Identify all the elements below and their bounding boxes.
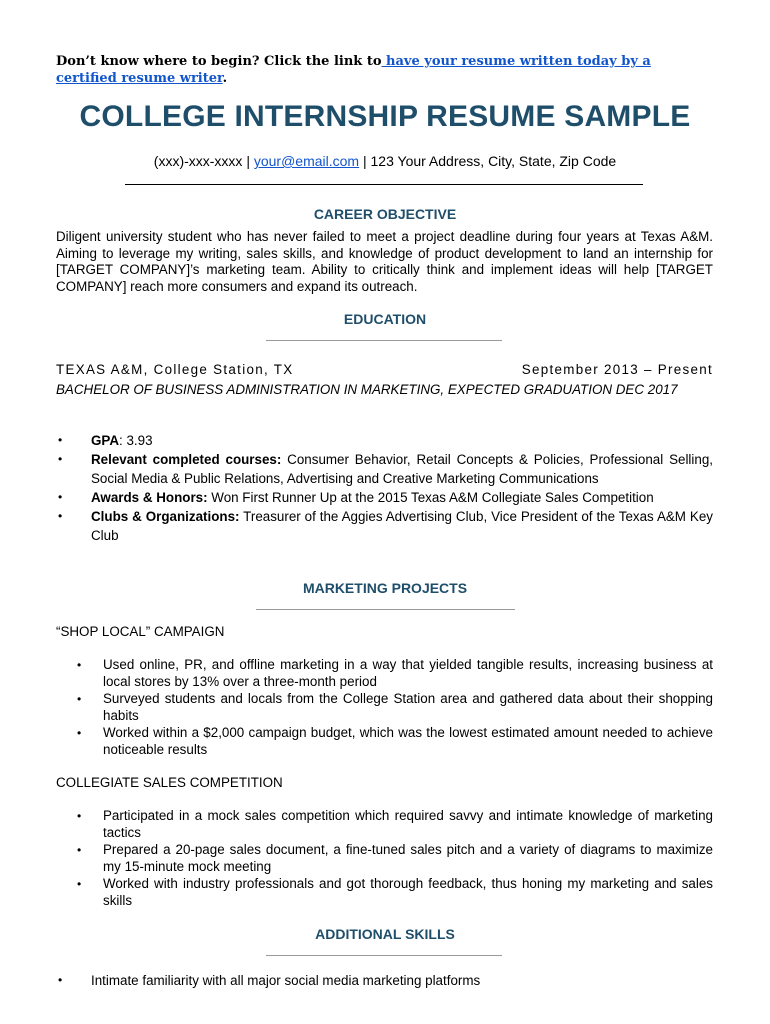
item-label: GPA bbox=[91, 433, 120, 448]
bullet-icon: • bbox=[58, 509, 63, 523]
bullet-text: Used online, PR, and offline marketing in a way that yielded tangible results, increasing business at local stores by 13% over a three-month period bbox=[103, 657, 713, 689]
education-school: TEXAS A&M, College Station, TX bbox=[56, 362, 294, 377]
resume-writer-link[interactable]: have your resume written today by a certified resume writer bbox=[56, 54, 651, 86]
list-item bbox=[58, 507, 713, 545]
career-objective-heading: CAREER OBJECTIVE bbox=[313, 206, 457, 222]
skill-text: Intimate familiarity with all major social media marketing platforms bbox=[91, 973, 481, 988]
bullet-icon: • bbox=[77, 809, 82, 823]
education-school-line bbox=[56, 362, 713, 377]
bullet-icon: • bbox=[58, 433, 63, 447]
contact-line bbox=[0, 153, 770, 169]
item-text: Consumer Behavior, Retail Concepts & Policies, Professional Selling, Social Media & Public Relations, Advertising and Creative Marketing Communications bbox=[91, 452, 713, 486]
projects-divider bbox=[256, 609, 515, 610]
career-objective-text: Diligent university student who has never failed to meet a project deadline during four years at Texas A&M. Aiming to leverage my writing, sales skills, and knowledge of product development to land an internship for [TARGET COMPANY]’s marketing team. Ability to critically think and implement ideas will help [TARGET COMPANY] reach more consumers and expand its outreach. bbox=[56, 229, 713, 294]
bullet-icon: • bbox=[77, 658, 82, 672]
bullet-text: Surveyed students and locals from the College Station area and gathered data about their shopping habits bbox=[103, 691, 713, 723]
education-heading: EDUCATION bbox=[343, 311, 427, 327]
list-item bbox=[58, 488, 713, 507]
education-degree: BACHELOR OF BUSINESS ADMINISTRATION IN MARKETING, EXPECTED GRADUATION DEC 2017 bbox=[56, 382, 678, 397]
bullet-text: Participated in a mock sales competition which required savvy and intimate knowledge of marketing tactics bbox=[103, 808, 713, 840]
education-divider bbox=[266, 340, 502, 341]
contact-address: | 123 Your Address, City, State, Zip Code bbox=[359, 153, 617, 169]
list-item bbox=[77, 876, 713, 909]
bullet-icon: • bbox=[77, 692, 82, 706]
additional-skills-heading: ADDITIONAL SKILLS bbox=[315, 926, 455, 942]
list-item bbox=[77, 725, 713, 758]
skills-list bbox=[58, 971, 713, 990]
resume-title: COLLEGE INTERNSHIP RESUME SAMPLE bbox=[79, 100, 691, 133]
list-item bbox=[77, 808, 713, 841]
item-text: Won First Runner Up at the 2015 Texas A&M Collegiate Sales Competition bbox=[207, 490, 654, 505]
bullet-text: Worked within a $2,000 campaign budget, which was the lowest estimated amount needed to achieve noticeable results bbox=[103, 725, 713, 757]
item-text: Treasurer of the Aggies Advertising Club, Vice President of the Texas A&M Key Club bbox=[91, 509, 713, 543]
item-label: Relevant completed courses: bbox=[91, 452, 282, 467]
bullet-icon: • bbox=[58, 490, 63, 504]
education-dates: September 2013 – Present bbox=[521, 362, 713, 377]
list-item bbox=[77, 657, 713, 690]
marketing-projects-heading: MARKETING PROJECTS bbox=[302, 580, 468, 596]
list-item bbox=[58, 450, 713, 488]
contact-phone: (xxx)-xxx-xxxx | bbox=[153, 153, 254, 169]
project-title: COLLEGIATE SALES COMPETITION bbox=[56, 775, 283, 790]
bullet-text: Prepared a 20-page sales document, a fine-tuned sales pitch and a variety of diagrams to maximize my 15-minute mock meeting bbox=[103, 842, 713, 874]
bullet-icon: • bbox=[58, 973, 63, 987]
item-label: Clubs & Organizations: bbox=[91, 509, 240, 524]
list-item bbox=[77, 842, 713, 875]
project-bullets bbox=[77, 808, 713, 910]
promo-text: Don’t know where to begin? Click the link to bbox=[56, 54, 382, 69]
list-item bbox=[58, 431, 713, 450]
skills-divider bbox=[266, 955, 502, 956]
project-title: “SHOP LOCAL” CAMPAIGN bbox=[56, 624, 225, 639]
item-label: Awards & Honors: bbox=[91, 490, 208, 505]
contact-email-link[interactable]: your@email.com bbox=[253, 153, 360, 169]
bullet-icon: • bbox=[77, 877, 82, 891]
list-item bbox=[58, 971, 713, 990]
bullet-icon: • bbox=[58, 452, 63, 466]
list-item bbox=[77, 691, 713, 724]
project-bullets bbox=[77, 657, 713, 759]
item-text: : 3.93 bbox=[119, 433, 153, 448]
bullet-icon: • bbox=[77, 726, 82, 740]
education-list bbox=[58, 431, 713, 545]
bullet-text: Worked with industry professionals and got thorough feedback, thus honing my marketing and sales skills bbox=[103, 876, 713, 908]
header-divider bbox=[125, 184, 643, 185]
promo-end: . bbox=[222, 71, 228, 86]
promo-banner bbox=[56, 53, 716, 87]
bullet-icon: • bbox=[77, 843, 82, 857]
